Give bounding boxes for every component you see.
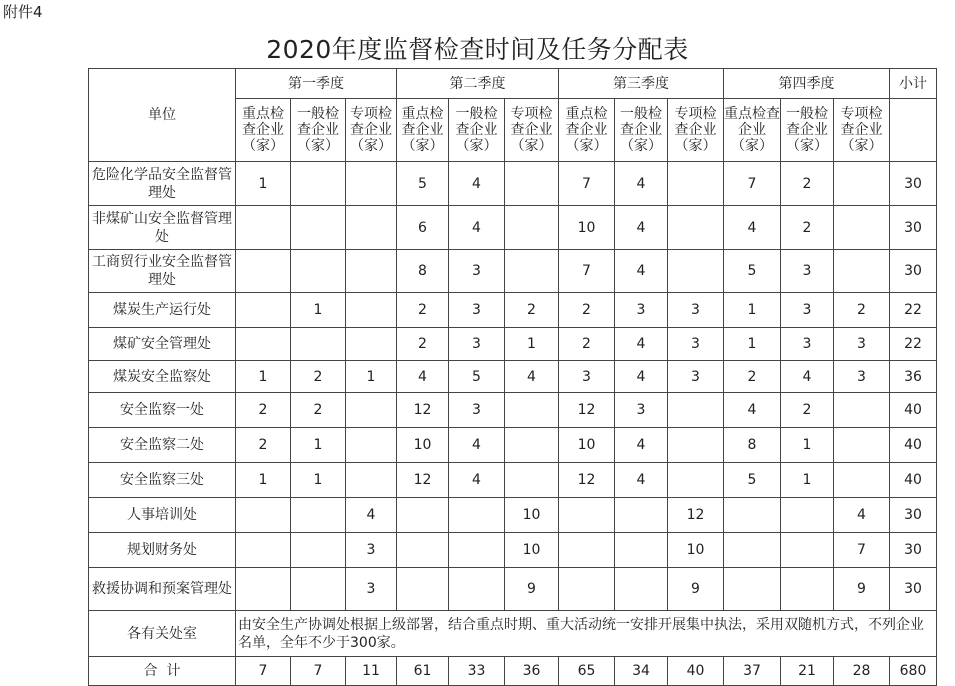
table-cell [291, 328, 346, 361]
table-cell: 12 [397, 463, 449, 498]
table-cell [346, 250, 397, 293]
table-cell: 3 [449, 328, 505, 361]
table-cell: 1 [236, 361, 291, 393]
table-cell: 4 [449, 162, 505, 206]
table-row [89, 162, 937, 206]
table-cell: 4 [505, 361, 559, 393]
table-row [89, 393, 937, 428]
table-cell: 10 [505, 533, 559, 568]
table-cell: 9 [505, 568, 559, 611]
row-subtotal: 30 [890, 250, 937, 293]
table-cell [668, 463, 724, 498]
table-cell [397, 568, 449, 611]
row-subtotal: 40 [890, 463, 937, 498]
row-subtotal: 30 [890, 162, 937, 206]
total-cell: 11 [346, 657, 397, 686]
table-cell [449, 568, 505, 611]
table-cell: 2 [724, 361, 781, 393]
row-subtotal: 22 [890, 328, 937, 361]
table-cell: 10 [668, 533, 724, 568]
row-unit-name: 工商贸行业安全监督管理处 [89, 250, 236, 293]
row-unit-name: 煤炭生产运行处 [89, 293, 236, 328]
table-row [89, 361, 937, 393]
table-cell: 3 [449, 293, 505, 328]
table-cell: 3 [615, 293, 668, 328]
table-cell: 4 [615, 361, 668, 393]
table-cell: 3 [668, 361, 724, 393]
table-cell [236, 250, 291, 293]
attachment-label: 附件4 [3, 3, 43, 21]
table-row [89, 206, 937, 250]
table-cell: 3 [346, 533, 397, 568]
table-cell [834, 162, 890, 206]
table-cell: 4 [449, 206, 505, 250]
table-cell [668, 428, 724, 463]
q4-special-inspection-header: 专项检查企业（家） [834, 99, 890, 162]
total-cell: 65 [559, 657, 615, 686]
table-cell [615, 568, 668, 611]
table-cell: 8 [397, 250, 449, 293]
task-allocation-table [88, 68, 937, 686]
table-cell: 2 [236, 428, 291, 463]
table-cell [668, 393, 724, 428]
table-cell [397, 533, 449, 568]
table-cell: 1 [724, 328, 781, 361]
table-cell [236, 293, 291, 328]
row-subtotal: 30 [890, 498, 937, 533]
table-cell: 2 [397, 293, 449, 328]
quarter-3-header: 第三季度 [559, 69, 724, 99]
table-cell [834, 428, 890, 463]
table-cell: 4 [615, 428, 668, 463]
table-cell: 6 [397, 206, 449, 250]
table-cell: 2 [781, 206, 834, 250]
table-cell [236, 328, 291, 361]
table-cell: 3 [668, 293, 724, 328]
table-cell [505, 250, 559, 293]
table-row [89, 293, 937, 328]
table-cell: 1 [346, 361, 397, 393]
table-cell: 9 [834, 568, 890, 611]
table-cell: 3 [559, 361, 615, 393]
table-cell: 8 [724, 428, 781, 463]
total-cell: 40 [668, 657, 724, 686]
table-cell: 3 [449, 393, 505, 428]
table-cell [559, 568, 615, 611]
table-cell [291, 533, 346, 568]
table-cell: 3 [781, 250, 834, 293]
totals-label: 合 计 [89, 657, 236, 686]
table-cell: 1 [724, 293, 781, 328]
table-cell: 7 [559, 162, 615, 206]
table-cell [291, 162, 346, 206]
table-cell: 1 [781, 463, 834, 498]
table-cell [724, 533, 781, 568]
q4-key-inspection-header: 重点检查企业（家） [724, 99, 781, 162]
row-subtotal: 30 [890, 206, 937, 250]
table-cell [724, 568, 781, 611]
row-subtotal: 40 [890, 393, 937, 428]
table-cell: 1 [781, 428, 834, 463]
row-unit-name: 煤矿安全管理处 [89, 328, 236, 361]
table-cell: 4 [615, 250, 668, 293]
table-cell [236, 568, 291, 611]
table-row [89, 328, 937, 361]
q3-general-inspection-header: 一般检查企业（家） [615, 99, 668, 162]
table-cell [291, 250, 346, 293]
table-cell [668, 206, 724, 250]
table-cell: 10 [505, 498, 559, 533]
table-cell: 10 [397, 428, 449, 463]
row-subtotal: 30 [890, 533, 937, 568]
table-cell [346, 293, 397, 328]
unit-header: 单位 [89, 69, 236, 162]
quarter-4-header: 第四季度 [724, 69, 890, 99]
row-unit-name: 安全监察一处 [89, 393, 236, 428]
table-cell: 4 [397, 361, 449, 393]
q1-special-inspection-header: 专项检查企业（家） [346, 99, 397, 162]
table-row [89, 463, 937, 498]
table-cell [291, 568, 346, 611]
table-cell: 2 [291, 393, 346, 428]
table-cell: 9 [668, 568, 724, 611]
table-row [89, 568, 937, 611]
total-cell: 28 [834, 657, 890, 686]
row-unit-name: 煤炭安全监察处 [89, 361, 236, 393]
table-cell: 3 [668, 328, 724, 361]
table-cell: 12 [397, 393, 449, 428]
table-body [89, 69, 937, 686]
table-cell: 7 [834, 533, 890, 568]
table-cell [346, 428, 397, 463]
table-cell [834, 393, 890, 428]
table-cell: 5 [449, 361, 505, 393]
row-subtotal: 40 [890, 428, 937, 463]
table-cell: 7 [724, 162, 781, 206]
others-note: 由安全生产协调处根据上级部署，结合重点时期、重大活动统一安排开展集中执法，采用双随机方式，不列企业名单，全年不少于300家。 [236, 611, 937, 657]
table-cell: 3 [449, 250, 505, 293]
table-cell: 4 [346, 498, 397, 533]
table-cell: 10 [559, 206, 615, 250]
row-unit-name: 安全监察二处 [89, 428, 236, 463]
table-cell [505, 162, 559, 206]
table-cell [346, 206, 397, 250]
table-cell: 12 [668, 498, 724, 533]
table-cell [668, 250, 724, 293]
table-cell: 1 [291, 428, 346, 463]
table-cell: 7 [559, 250, 615, 293]
table-cell [236, 498, 291, 533]
total-cell: 36 [505, 657, 559, 686]
table-cell: 2 [559, 328, 615, 361]
subtotal-header: 小计 [890, 69, 937, 99]
table-cell: 3 [781, 328, 834, 361]
table-cell [615, 533, 668, 568]
table-cell: 4 [615, 463, 668, 498]
table-cell [724, 498, 781, 533]
quarter-header-row [89, 69, 937, 99]
quarter-2-header: 第二季度 [397, 69, 559, 99]
grand-total: 680 [890, 657, 937, 686]
table-cell: 2 [505, 293, 559, 328]
table-row [89, 533, 937, 568]
subtotal-header-blank [890, 99, 937, 162]
table-cell [781, 568, 834, 611]
total-cell: 21 [781, 657, 834, 686]
table-cell: 2 [781, 393, 834, 428]
table-cell: 10 [559, 428, 615, 463]
table-row [89, 250, 937, 293]
table-cell: 4 [615, 206, 668, 250]
table-cell: 1 [236, 162, 291, 206]
row-unit-name: 人事培训处 [89, 498, 236, 533]
table-cell [346, 393, 397, 428]
table-cell: 3 [781, 293, 834, 328]
table-cell [834, 250, 890, 293]
table-cell: 4 [449, 428, 505, 463]
table-cell [236, 206, 291, 250]
total-cell: 7 [291, 657, 346, 686]
table-cell: 1 [505, 328, 559, 361]
table-cell: 12 [559, 393, 615, 428]
table-cell [668, 162, 724, 206]
table-cell [834, 463, 890, 498]
others-row [89, 611, 937, 657]
table-cell: 2 [397, 328, 449, 361]
table-cell: 1 [291, 293, 346, 328]
table-cell [291, 206, 346, 250]
table-cell: 12 [559, 463, 615, 498]
table-cell [505, 463, 559, 498]
table-cell [781, 533, 834, 568]
q1-key-inspection-header: 重点检查企业（家） [236, 99, 291, 162]
table-cell: 3 [346, 568, 397, 611]
table-cell [615, 498, 668, 533]
table-cell [346, 162, 397, 206]
table-cell [781, 498, 834, 533]
table-cell [505, 393, 559, 428]
total-cell: 34 [615, 657, 668, 686]
document-title: 2020年度监督检查时间及任务分配表 [266, 35, 689, 64]
row-subtotal: 22 [890, 293, 937, 328]
table-cell: 4 [834, 498, 890, 533]
table-row [89, 428, 937, 463]
table-cell [346, 463, 397, 498]
q2-special-inspection-header: 专项检查企业（家） [505, 99, 559, 162]
row-unit-name: 安全监察三处 [89, 463, 236, 498]
table-cell: 3 [834, 361, 890, 393]
table-cell: 4 [615, 328, 668, 361]
table-cell [397, 498, 449, 533]
table-cell: 2 [781, 162, 834, 206]
row-unit-name: 非煤矿山安全监督管理处 [89, 206, 236, 250]
others-unit-name: 各有关处室 [89, 611, 236, 657]
table-cell [559, 498, 615, 533]
row-unit-name: 救援协调和预案管理处 [89, 568, 236, 611]
row-unit-name: 规划财务处 [89, 533, 236, 568]
total-cell: 7 [236, 657, 291, 686]
table-cell: 5 [724, 250, 781, 293]
table-cell [505, 206, 559, 250]
q2-general-inspection-header: 一般检查企业（家） [449, 99, 505, 162]
table-cell: 4 [724, 393, 781, 428]
total-cell: 61 [397, 657, 449, 686]
table-cell [505, 428, 559, 463]
table-cell: 4 [724, 206, 781, 250]
table-cell: 4 [615, 162, 668, 206]
table-cell: 2 [236, 393, 291, 428]
totals-row [89, 657, 937, 686]
table-cell [291, 498, 346, 533]
table-cell [449, 498, 505, 533]
table-cell: 4 [449, 463, 505, 498]
table-cell: 3 [834, 328, 890, 361]
row-subtotal: 30 [890, 568, 937, 611]
q1-general-inspection-header: 一般检查企业（家） [291, 99, 346, 162]
table-cell [834, 206, 890, 250]
table-cell: 1 [291, 463, 346, 498]
q2-key-inspection-header: 重点检查企业（家） [397, 99, 449, 162]
row-subtotal: 36 [890, 361, 937, 393]
table-cell [346, 328, 397, 361]
row-unit-name: 危险化学品安全监督管理处 [89, 162, 236, 206]
table-cell: 1 [236, 463, 291, 498]
table-cell: 5 [724, 463, 781, 498]
table-cell: 4 [781, 361, 834, 393]
table-cell: 5 [397, 162, 449, 206]
quarter-1-header: 第一季度 [236, 69, 397, 99]
table-cell: 2 [559, 293, 615, 328]
q3-special-inspection-header: 专项检查企业（家） [668, 99, 724, 162]
total-cell: 37 [724, 657, 781, 686]
table-cell [449, 533, 505, 568]
table-cell: 3 [615, 393, 668, 428]
table-cell [559, 533, 615, 568]
total-cell: 33 [449, 657, 505, 686]
table-cell: 2 [291, 361, 346, 393]
table-row [89, 498, 937, 533]
q3-key-inspection-header: 重点检查企业（家） [559, 99, 615, 162]
table-cell [236, 533, 291, 568]
q4-general-inspection-header: 一般检查企业（家） [781, 99, 834, 162]
table-cell: 2 [834, 293, 890, 328]
